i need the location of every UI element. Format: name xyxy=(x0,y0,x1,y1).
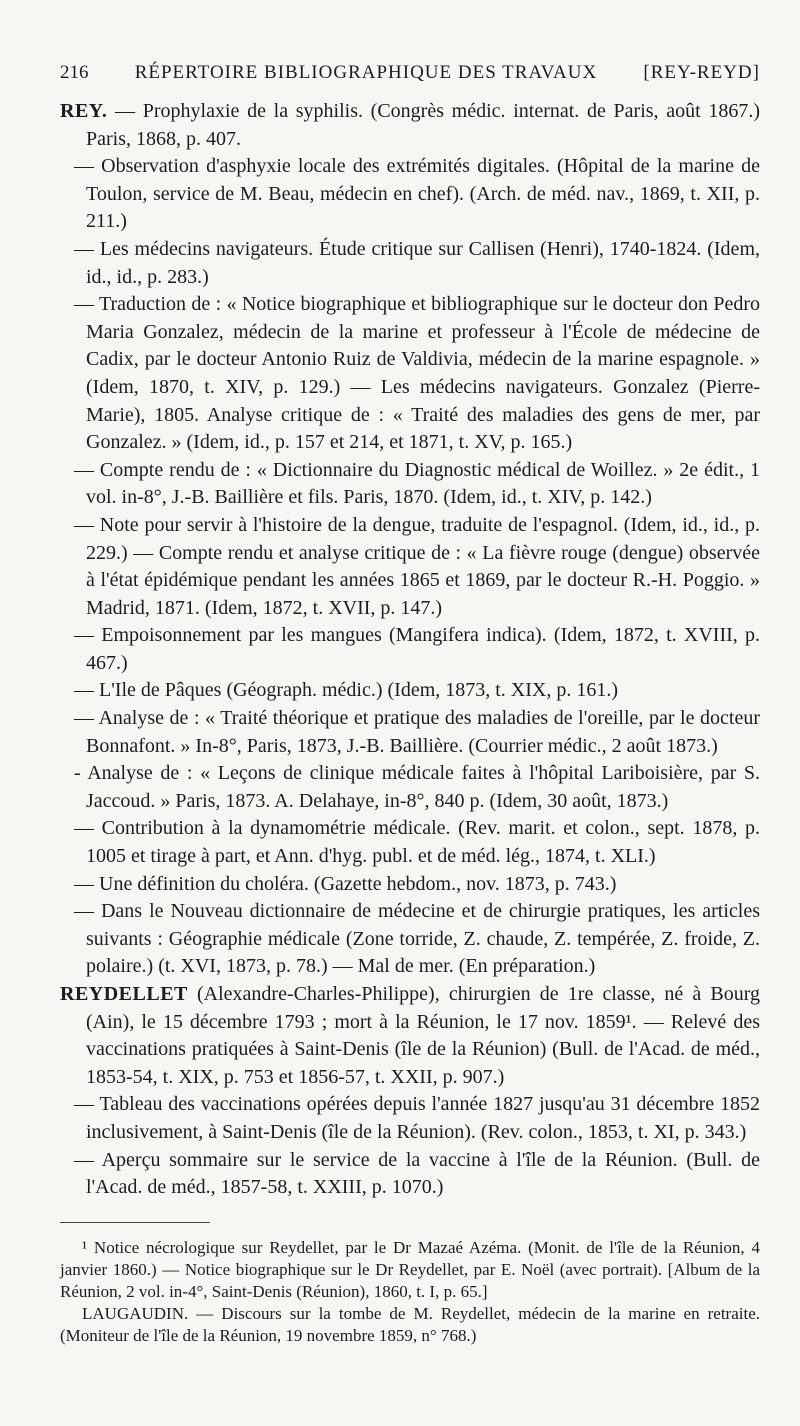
entry-item: — Note pour servir à l'histoire de la dengue, traduite de l'espagnol. (Idem, id., id., p. 229.) — Compte rendu et analyse critique de : « La fièvre rouge (dengue) observée à l'état épidémique pendant les années 1865 et 1869, par le docteur R.-H. Poggio. » Madrid, 1871. (Idem, 1872, t. XVII, p. 147.) xyxy=(74,513,760,619)
entry-item: — Observation d'asphyxie locale des extrémités digitales. (Hôpital de la marine de Toulon, service de M. Beau, médecin en chef). (Arch. de méd. nav., 1869, t. XII, p. 211.) xyxy=(74,155,760,233)
entry-reydellet xyxy=(60,981,760,1091)
entry-item: — Empoisonnement par les mangues (Mangifera indica). (Idem, 1872, t. XVIII, p. 467.) xyxy=(74,624,760,674)
entry-item: — Contribution à la dynamométrie médicale. (Rev. marit. et colon., sept. 1878, p. 1005 et tirage à part, et Ann. d'hyg. publ. et de méd. lég., 1874, t. XLI.) xyxy=(74,817,760,868)
entry-item: — Analyse de : « Traité théorique et pratique des maladies de l'oreille, par le docteur Bonnafont. » In-8°, Paris, 1873, J.-B. Baillière. (Courrier médic., 2 août 1873.) xyxy=(74,707,760,757)
footnote-divider xyxy=(60,1222,210,1223)
running-header xyxy=(60,62,760,84)
entry-item: — Une définition du choléra. (Gazette hebdom., nov. 1873, p. 743.) xyxy=(74,872,617,895)
entry-item: — Dans le Nouveau dictionnaire de médecine et de chirurgie pratiques, les articles suivants : Géographie médicale (Zone torride, Z. chaude, Z. tempérée, Z. froide, Z. polaire.) (t. XVI, 1873, p. 78.) — Mal de mer. (En préparation.) xyxy=(74,900,760,978)
entry-item: — Les médecins navigateurs. Étude critique sur Callisen (Henri), 1740-1824. (Idem, id., id., p. 283.) xyxy=(74,237,760,288)
entry-range: [REY-REYD] xyxy=(643,62,760,83)
entry-item: — L'Ile de Pâques (Géograph. médic.) (Idem, 1873, t. XIX, p. 161.) xyxy=(74,679,619,702)
entry-text: — Prophylaxie de la syphilis. (Congrès médic. internat. de Paris, août 1867.) Paris, 1868, p. 407. xyxy=(86,100,760,150)
footnote-1-continued: LAUGAUDIN. — Discours sur la tombe de M. Reydellet, médecin de la marine en retraite. (Moniteur de l'île de la Réunion, 19 novembre 1859, n° 768.) xyxy=(60,1303,760,1345)
entry-head: REYDELLET xyxy=(60,983,188,1005)
bibliography-body xyxy=(60,98,760,1202)
entry-head: REY. xyxy=(60,100,108,122)
footnotes xyxy=(60,1237,760,1347)
entry-item: — Tableau des vaccinations opérées depuis l'année 1827 jusqu'au 31 décembre 1852 inclusivement, à Saint-Denis (île de la Réunion). (Rev. colon., 1853, t. XI, p. 343.) xyxy=(74,1093,760,1143)
entry-rey xyxy=(60,98,760,153)
page-number: 216 xyxy=(60,62,89,83)
running-title: RÉPERTOIRE BIBLIOGRAPHIQUE DES TRAVAUX xyxy=(134,62,598,83)
entry-item: — Aperçu sommaire sur le service de la vaccine à l'île de la Réunion. (Bull. de l'Acad. de méd., 1857-58, t. XXIII, p. 1070.) xyxy=(74,1148,760,1199)
entry-item: — Traduction de : « Notice biographique et bibliographique sur le docteur don Pedro Maria Gonzalez, médecin de la marine et professeur à l'École de médecine de Cadix, par le docteur Antonio Ruiz de Valdivia, médecin de la marine espagnole. » (Idem, 1870, t. XIV, p. 129.) — Les médecins navigateurs. Gonzalez (Pierre-Marie), 1805. Analyse critique de : « Traité des maladies des gens de mer, par Gonzalez. » (Idem, id., p. 157 et 214, et 1871, t. XV, p. 165.) xyxy=(74,293,760,454)
footnote-1: ¹ Notice nécrologique sur Reydellet, par le Dr Mazaé Azéma. (Monit. de l'île de la Réunion, 4 janvier 1860.) — Notice biographique sur le Dr Reydellet, par E. Noël (avec portrait). [Album de la Réunion, 2 vol. in-4°, Saint-Denis (Réunion), 1860, t. I, p. 65.] xyxy=(60,1237,760,1301)
entry-text: (Alexandre-Charles-Philippe), chirurgien de 1re classe, né à Bourg (Ain), le 15 décembre 1793 ; mort à la Réunion, le 17 nov. 1859¹. — Relevé des vaccinations pratiquées à Saint-Denis (île de la Réunion) (Bull. de l'Acad. de méd., 1853-54, t. XIX, p. 753 et 1856-57, t. XXII, p. 907.) xyxy=(86,983,760,1088)
entry-item: — Compte rendu de : « Dictionnaire du Diagnostic médical de Woillez. » 2e édit., 1 vol. in-8°, J.-B. Baillière et fils. Paris, 1870. (Idem, id., t. XIV, p. 142.) xyxy=(74,458,760,509)
entry-item: - Analyse de : « Leçons de clinique médicale faites à l'hôpital Lariboisière, par S. Jaccoud. » Paris, 1873. A. Delahaye, in-8°, 840 p. (Idem, 30 août, 1873.) xyxy=(74,762,760,812)
